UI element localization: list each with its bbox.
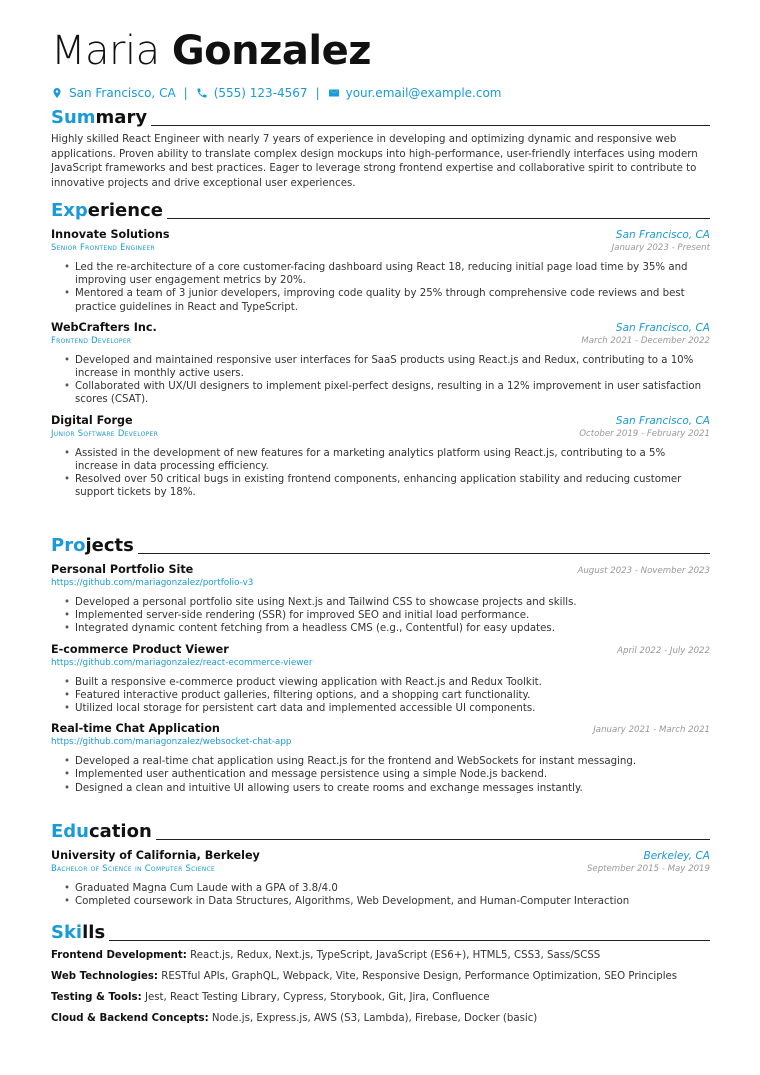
- section-title: Experience: [51, 200, 163, 221]
- skill-value: Jest, React Testing Library, Cypress, Storybook, Git, Jira, Confluence: [144, 992, 490, 1003]
- project-link[interactable]: https://github.com/mariagonzalez/portfolio-v3: [51, 578, 254, 588]
- project-date: January 2021 - March 2021: [593, 725, 710, 736]
- experience-section: [51, 200, 710, 499]
- job-role: Frontend Developer: [51, 334, 132, 345]
- list-item: • Built a responsive e-commerce product viewing application with React.js and Redux Toolkit.: [75, 676, 710, 689]
- section-heading: [51, 200, 710, 222]
- list-item: • Developed a personal portfolio site using Next.js and Tailwind CSS to showcase projects and skills.: [75, 596, 710, 609]
- skill-line: [51, 991, 710, 1005]
- project-bullets: [51, 676, 710, 716]
- skill-line: [51, 970, 710, 984]
- list-item: • Assisted in the development of new features for a marketing analytics platform using React.js, contributing to a 5% increase in data processing efficiency.: [75, 447, 710, 473]
- company-name: Digital Forge: [51, 413, 133, 427]
- skill-line: [51, 949, 710, 963]
- envelope-icon: [328, 87, 340, 99]
- contact-separator: |: [315, 86, 320, 100]
- section-rule: [151, 125, 710, 126]
- experience-entry: [51, 414, 710, 500]
- contact-bar: [51, 86, 502, 100]
- first-name: Maria: [51, 28, 160, 74]
- phone-icon: [196, 87, 208, 99]
- summary-section: [51, 107, 710, 191]
- skill-value: RESTful APIs, GraphQL, Webpack, Vite, Responsive Design, Performance Optimization, SEO Principles: [161, 971, 678, 982]
- section-rule: [109, 940, 710, 941]
- job-role: Junior Software Developer: [51, 427, 159, 438]
- candidate-name: [51, 28, 371, 74]
- job-date: January 2023 - Present: [611, 243, 710, 253]
- job-location: San Francisco, CA: [615, 321, 710, 334]
- project-name: E-commerce Product Viewer: [51, 642, 229, 656]
- project-entry: [51, 722, 710, 795]
- contact-separator: |: [183, 86, 188, 100]
- company-name: Innovate Solutions: [51, 228, 170, 241]
- job-location: San Francisco, CA: [615, 229, 710, 241]
- list-item: • Developed and maintained responsive user interfaces for SaaS products using React.js and Redux, contributing to a 10% increase in monthly active users.: [75, 354, 710, 380]
- experience-entry: [51, 228, 710, 314]
- last-name: Gonzalez: [171, 28, 371, 74]
- skills-section: [51, 922, 710, 1026]
- list-item: • Designed a clean and intuitive UI allowing users to create rooms and exchange messages instantly.: [75, 782, 710, 795]
- education-bullets: [51, 882, 710, 908]
- section-heading: [51, 821, 710, 843]
- skill-value: Node.js, Express.js, AWS (S3, Lambda), Firebase, Docker (basic): [211, 1013, 538, 1024]
- project-bullets: [51, 596, 710, 636]
- job-role: Senior Frontend Engineer: [51, 242, 155, 252]
- list-item: • Completed coursework in Data Structures, Algorithms, Web Development, and Human-Computer Interaction: [75, 895, 710, 908]
- section-title: Summary: [51, 107, 148, 128]
- email-link[interactable]: your.email@example.com: [345, 86, 502, 100]
- location-text: San Francisco, CA: [69, 86, 176, 100]
- job-date: March 2021 - December 2022: [581, 335, 710, 346]
- skill-label: Web Technologies:: [51, 971, 158, 982]
- section-title: Education: [51, 821, 152, 842]
- job-bullets: [51, 261, 710, 314]
- list-item: • Implemented server-side rendering (SSR) for improved SEO and initial load performance.: [75, 609, 710, 622]
- list-item: • Collaborated with UX/UI designers to implement pixel-perfect designs, resulting in a 12% improvement in user satisfaction scores (CSAT).: [75, 380, 710, 406]
- section-heading: [51, 922, 710, 944]
- degree: Bachelor of Science in Computer Science: [51, 863, 216, 873]
- phone-text: (555) 123-4567: [213, 86, 308, 100]
- job-location: San Francisco, CA: [615, 414, 710, 427]
- list-item: • Mentored a team of 3 junior developers, improving code quality by 25% through comprehensive code reviews and best practice guidelines in React and TypeScript.: [75, 287, 710, 313]
- company-name: WebCrafters Inc.: [51, 320, 157, 334]
- project-bullets: [51, 755, 710, 795]
- list-item: • Implemented user authentication and message persistence using a simple Node.js backend.: [75, 768, 710, 781]
- project-name: Real-time Chat Application: [51, 722, 220, 736]
- project-link[interactable]: https://github.com/mariagonzalez/react-ecommerce-viewer: [51, 657, 313, 668]
- project-date: August 2023 - November 2023: [577, 566, 710, 576]
- projects-section: [51, 535, 710, 795]
- list-item: • Led the re-architecture of a core customer-facing dashboard using React 18, reducing initial page load time by 35% and improving user engagement metrics by 20%.: [75, 261, 710, 287]
- skill-value: React.js, Redux, Next.js, TypeScript, JavaScript (ES6+), HTML5, CSS3, Sass/SCSS: [190, 950, 601, 961]
- skill-label: Frontend Development:: [51, 950, 187, 961]
- skill-label: Cloud & Backend Concepts:: [51, 1013, 209, 1024]
- project-name: Personal Portfolio Site: [51, 563, 194, 576]
- school-location: Berkeley, CA: [643, 850, 710, 862]
- list-item: • Integrated dynamic content fetching from a headless CMS (e.g., Contentful) for easy updates.: [75, 622, 710, 635]
- job-date: October 2019 - February 2021: [579, 428, 710, 439]
- list-item: • Developed a real-time chat application using React.js for the frontend and WebSockets for instant messaging.: [75, 755, 710, 768]
- map-pin-icon: [51, 87, 63, 99]
- job-bullets: [51, 354, 710, 407]
- section-rule: [156, 839, 710, 840]
- education-entry: [51, 849, 710, 908]
- school-name: University of California, Berkeley: [51, 849, 260, 862]
- job-bullets: [51, 447, 710, 500]
- project-entry: [51, 563, 710, 636]
- section-title: Skills: [51, 922, 106, 943]
- project-date: April 2022 - July 2022: [617, 645, 710, 656]
- section-title: Projects: [51, 535, 134, 556]
- section-rule: [167, 218, 710, 219]
- list-item: • Featured interactive product galleries, filtering options, and a shopping cart functionality.: [75, 689, 710, 702]
- skill-line: [51, 1012, 710, 1026]
- list-item: • Graduated Magna Cum Laude with a GPA of 3.8/4.0: [75, 882, 710, 895]
- section-heading: [51, 107, 710, 129]
- skill-label: Testing & Tools:: [51, 992, 142, 1003]
- project-link[interactable]: https://github.com/mariagonzalez/websocket-chat-app: [51, 737, 292, 748]
- education-section: [51, 821, 710, 908]
- experience-entry: [51, 321, 710, 407]
- section-rule: [138, 553, 710, 554]
- list-item: • Resolved over 50 critical bugs in existing frontend components, enhancing application stability and reducing customer support tickets by 18%.: [75, 473, 710, 499]
- section-heading: [51, 535, 710, 557]
- list-item: • Utilized local storage for persistent cart data and implemented accessible UI components.: [75, 702, 710, 715]
- project-entry: [51, 643, 710, 716]
- summary-text: Highly skilled React Engineer with nearly 7 years of experience in developing and optimizing dynamic and responsive web applications. Proven ability to translate complex design mockups into high-performance, user-friendly interfaces using modern JavaScript frameworks and best practices. Eager to leverage strong frontend expertise and collaborative spirit to contribute to innovative projects and drive exceptional user experiences.: [51, 134, 698, 189]
- education-date: September 2015 - May 2019: [586, 864, 710, 874]
